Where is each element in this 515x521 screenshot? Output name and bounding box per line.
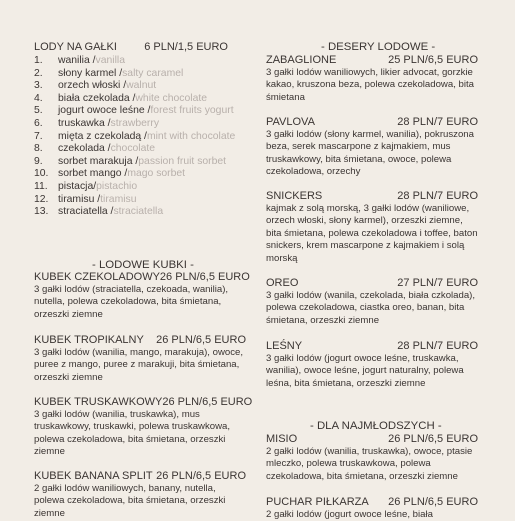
menu-item-header [34,334,246,347]
menu-item [266,340,478,390]
flavor-item [34,156,246,169]
flavor-name-en: strawberry [110,117,160,129]
flavor-name-pl: truskawka / [58,117,111,129]
menu-item [266,190,478,265]
flavor-name-pl: pistacja/ [58,180,97,192]
flavor-number: 2. [34,67,43,79]
flavor-name-pl: sorbet mango / [58,168,128,180]
menu-item-description: 3 gałki lodów (straciatella, czekoada, wanilia), nutella, polewa czekoladowa, bita śmietana, orzeszki ziemne [34,284,229,320]
scoops-price: 6 PLN/1,5 EURO [144,41,228,53]
desserts-section-title: - DESERY LODOWE - [321,41,436,53]
flavor-name-pl: tiramisu / [58,193,101,205]
menu-item [34,396,253,459]
flavor-name-pl: czekolada / [58,143,111,155]
flavor-item [34,131,246,144]
menu-item-name: ZABAGLIONE [266,54,337,66]
flavor-number: 13. [34,206,49,218]
menu-item [266,54,478,104]
menu-item-description: 3 gałki lodów (słony karmel, wanilia), pokruszona beza, serek mascarpone z kajmakiem, mus truskawkowy, bita śmietana, owoce, polewa czekoladowa, orzechy [266,129,474,178]
flavor-item [34,118,246,131]
menu-item-price: 25 PLN/6,5 EURO [388,54,478,66]
menu-item-header [266,277,478,290]
flavor-number: 7. [34,130,43,142]
flavor-number: 11. [34,180,48,192]
menu-item-price: 26 PLN/6,5 EURO [388,433,478,445]
menu-item-name: KUBEK CZEKOLADOWY [34,271,160,283]
menu-item-header [266,340,478,353]
flavor-name-en: straciatella [113,206,164,218]
kids-section-title: - DLA NAJMŁODSZYCH - [310,420,442,432]
menu-item [266,433,478,483]
flavor-number: 1. [34,55,43,66]
flavor-number: 12. [34,193,49,205]
flavor-name-en: chocolate [110,143,156,155]
flavor-number: 9. [34,155,43,167]
menu-item-header [34,470,246,483]
flavor-name-en: tiramisu [100,193,137,205]
flavor-name-pl: straciatella / [58,206,114,218]
flavor-name-pl: biała czekolada / [58,92,136,104]
menu-item-description: 3 gałki lodów (jogurt owoce leśne, truskawka, wanilia), owoce leśne, jogurt naturalny, polewa leśna, bita śmietana, orzeszki ziemne [266,353,464,389]
menu-item-header [266,496,478,509]
cups-section-title: - LODOWE KUBKI - [92,259,194,271]
menu-item-price: 28 PLN/7 EURO [397,116,478,128]
flavor-name-en: white chocolate [135,92,208,104]
flavor-item [34,68,246,81]
menu-item-header [266,116,478,129]
menu-item [266,496,478,521]
menu-item-description: 2 gałki lodów (wanilia, truskawka), owoce, ptasie mleczko, polewa truskawkowa, polewa czekoladowa, bita śmietana, orzeszki ziemne [266,446,473,482]
menu-item-header [34,271,250,284]
flavor-name-en: vanilla [95,55,126,66]
menu-item-price: 26 PLN/6,5 EURO [156,470,246,482]
flavor-item [34,206,246,219]
menu-item [266,277,478,327]
flavor-number: 8. [34,143,43,155]
flavor-number: 10. [34,168,49,180]
menu-item-name: KUBEK TROPIKALNY [34,334,144,346]
menu-item-header [266,433,478,446]
menu-item-description: 3 gałki lodów (wanilia, mango, marakuja), owoce, puree z mango, puree z marakuji, bita śmietana, orzeszki ziemne [34,347,244,383]
flavor-name-en: forest fruits yogurt [150,105,234,117]
scoops-title: LODY NA GAŁKI [34,41,117,53]
flavor-item [34,181,246,194]
flavor-name-pl: jogurt owoce leśne / [58,105,151,117]
menu-item [34,334,246,384]
flavor-name-en: passion fruit sorbet [138,155,227,167]
menu-item [266,116,478,179]
flavor-item [34,168,246,181]
menu-item-name: SNICKERS [266,190,323,202]
menu-item-description: 2 gałki lodów (jogurt owoce leśne, biała [266,509,433,520]
menu-item-name: PUCHAR PIŁKARZA [266,496,369,508]
menu-item-name: KUBEK TRUSKAWKOWY [34,396,163,408]
flavor-item [34,93,246,106]
menu-item-price: 27 PLN/7 EURO [397,277,478,289]
menu-item-description: 3 gałki lodów (wanila, czekolada, biała czkolada), polewa czekoladowa, ciastka oreo, banan, bita śmietana, orzeszki ziemne [266,290,476,326]
menu-item-header [34,396,253,409]
flavor-name-en: pistachio [96,180,138,192]
flavor-name-pl: słony karmel / [58,67,123,79]
flavor-name-pl: sorbet marakuja / [58,155,139,167]
flavor-item [34,105,246,118]
menu-item-name: OREO [266,277,299,289]
menu-item-price: 26 PLN/6,5 EURO [159,271,250,283]
flavor-number: 5. [34,105,43,117]
flavor-name-en: salty caramel [122,67,184,79]
menu-item-description: 2 gałki lodów waniliowych, banany, nutella, polewa czekoladowa, bita śmietana, orzeszki ziemne [34,483,226,519]
menu-item-header [266,190,478,203]
flavor-name-pl: mięta z czekoladą / [58,130,147,142]
menu-item-name: KUBEK BANANA SPLIT [34,470,153,482]
flavor-item [34,143,246,156]
flavor-name-en: walnut [126,80,157,92]
flavor-name-pl: wanilia / [58,55,96,66]
menu-item-name: LEŚNY [266,340,303,352]
flavor-name-en: mint with chocolate [146,130,236,142]
menu-item-header [266,54,478,67]
menu-item-name: MISIO [266,433,298,445]
menu-item-description: 3 gałki lodów (wanilia, truskawka), mus truskawkowy, truskawki, polewa truskawkowa, polewa czekoladowa, bita śmietana, orzeszki ziemne [34,409,231,458]
menu-item-price: 26 PLN/6,5 EURO [388,496,478,508]
flavor-item [34,80,246,93]
flavor-name-pl: orzech włoski / [58,80,127,92]
menu-item-price: 26 PLN/6,5 EURO [162,396,253,408]
menu-item-description: 3 gałki lodów waniliowych, likier advocat, gorzkie kakao, kruszona beza, polewa czekoladowa, bita śmietana [266,67,474,103]
flavor-item [34,55,246,68]
menu-item [34,470,246,520]
menu-item-description: kajmak z solą morską, 3 gałki lodów (waniliowe, orzech włoski, słony karmel), orzeszki ziemne, bita śmietana, polewa czekoladowa i toffee, baton snickers, krem mascarpone z kajmakiem i solą morską [266,203,478,264]
scoops-header [34,41,228,54]
menu-item-price: 26 PLN/6,5 EURO [156,334,246,346]
menu-item-name: PAVLOVA [266,116,315,128]
menu-item [34,271,250,321]
flavor-item [34,194,246,207]
flavor-name-en: mago sorbet [127,168,186,180]
flavor-number: 4. [34,92,43,104]
menu-item-price: 28 PLN/7 EURO [397,340,478,352]
menu-item-price: 28 PLN/7 EURO [397,190,478,202]
flavor-number: 6. [34,117,43,129]
flavor-list [34,55,246,219]
flavor-number: 3. [34,80,43,92]
